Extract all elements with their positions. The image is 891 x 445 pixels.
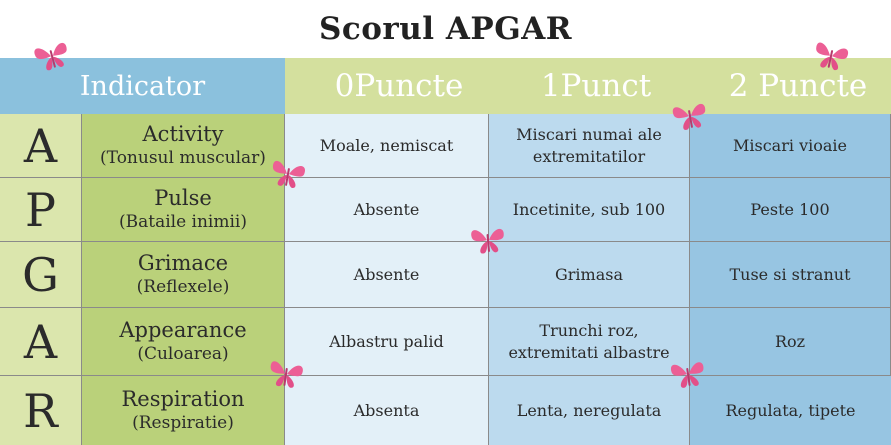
cell-2-points: Roz (690, 308, 891, 376)
indicator-name-ro: (Tonusul muscular) (100, 147, 266, 168)
row-letter: G (0, 242, 82, 308)
cell-1-point: Lenta, neregulata (489, 376, 690, 445)
cell-2-points: Regulata, tipete (690, 376, 891, 445)
row-indicator (82, 242, 285, 308)
indicator-name-ro: (Respiratie) (132, 412, 234, 433)
butterfly-icon (266, 356, 306, 393)
row-letter: A (0, 114, 82, 178)
cell-1-point: Trunchi roz, extremitati albastre (489, 308, 690, 376)
cell-0-points: Absente (285, 242, 489, 308)
cell-1-point: Incetinite, sub 100 (489, 178, 690, 242)
indicator-name-ro: (Reflexele) (136, 276, 230, 297)
butterfly-icon (668, 356, 708, 393)
row-letter: P (0, 178, 82, 242)
row-indicator (82, 178, 285, 242)
indicator-name: Grimace (137, 250, 229, 275)
header-0-points: 0Puncte (334, 68, 464, 104)
row-letter: R (0, 376, 82, 445)
apgar-table (0, 114, 891, 445)
indicator-name: Appearance (119, 317, 247, 342)
indicator-name-ro: (Culoarea) (137, 343, 229, 364)
row-indicator (82, 114, 285, 178)
cell-1-point: Grimasa (489, 242, 690, 308)
butterfly-icon (267, 155, 308, 193)
butterfly-icon (669, 97, 710, 135)
cell-2-points: Tuse si stranut (690, 242, 891, 308)
row-indicator (82, 376, 285, 445)
cell-2-points: Peste 100 (690, 178, 891, 242)
indicator-name: Activity (142, 121, 224, 146)
header-1-point: 1Punct (540, 68, 652, 104)
butterfly-icon (469, 222, 508, 257)
cell-2-points: Miscari vioaie (690, 114, 891, 178)
header-indicator: Indicator (0, 58, 285, 114)
cell-0-points: Albastru palid (285, 308, 489, 376)
indicator-name: Pulse (154, 185, 212, 210)
cell-0-points: Absenta (285, 376, 489, 445)
cell-0-points: Absente (285, 178, 489, 242)
row-letter: A (0, 308, 82, 376)
cell-1-point: Miscari numai ale extremitatilor (489, 114, 690, 178)
header-2-points: 2 Puncte (728, 68, 868, 104)
cell-0-points: Moale, nemiscat (285, 114, 489, 178)
row-indicator (82, 308, 285, 376)
header-points (285, 58, 891, 114)
indicator-name: Respiration (121, 386, 245, 411)
page-title: Scorul APGAR (318, 11, 573, 47)
indicator-name-ro: (Bataile inimii) (118, 211, 247, 232)
